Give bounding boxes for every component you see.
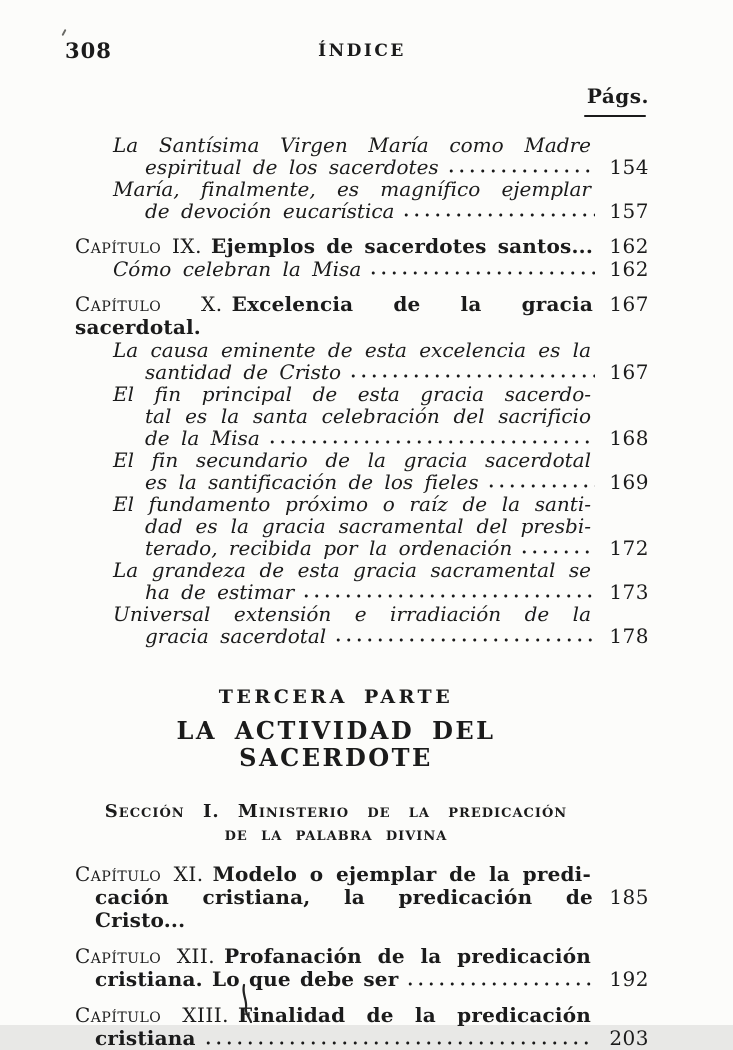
entry-text: [113, 602, 591, 626]
dot-leader: [401, 212, 595, 218]
part-title: LA ACTIVIDAD DEL SACERDOTE: [176, 716, 496, 772]
toc-subentry-line: [75, 427, 649, 449]
entry-title: espiritual de los sacerdotes: [145, 155, 439, 179]
section-heading-line1: Sección I. Ministerio de la predicación: [104, 801, 568, 822]
entry-title: cristiana. Lo que debe ser: [95, 967, 399, 991]
toc-subentry-line: [75, 361, 649, 383]
toc-chapter-continuation-line: [75, 968, 649, 991]
page-header: [65, 38, 649, 64]
toc-subentry-line: [75, 383, 649, 405]
chapters-list: [75, 863, 649, 1050]
toc-subentry-line: [75, 449, 649, 471]
chapter-label: Capítulo IX.: [75, 234, 203, 258]
scan-artifact-stroke: [240, 984, 256, 1024]
page-ref: 203: [609, 1026, 649, 1050]
section-heading: [75, 800, 597, 846]
dot-leader: [368, 270, 595, 276]
entry-title: tal es la santa celebración del sacrificio: [145, 404, 591, 428]
page-ref: 169: [609, 470, 649, 494]
page-number: 308: [65, 38, 112, 63]
entry-text: [113, 177, 591, 201]
entry-text: [75, 944, 591, 968]
entry-text: [145, 514, 591, 538]
toc-subentry-line: [75, 178, 649, 200]
chapter-title: Modelo o ejemplar de la predi-: [212, 862, 591, 886]
entry-title: Universal extensión e irradiación de la: [113, 602, 591, 626]
page-ref: 167: [609, 292, 649, 316]
toc-chapter-line: [75, 945, 649, 968]
entry-title: terado, recibida por la ordenación: [145, 536, 513, 560]
page-title: ÍNDICE: [318, 41, 406, 61]
dot-leader: [486, 483, 595, 489]
entry-title: La Santísima Virgen María como Madre: [113, 133, 591, 157]
dot-leader: [348, 373, 595, 379]
toc-subentry-line: [75, 625, 649, 647]
entry-title: La causa eminente de esta excelencia es la: [113, 338, 591, 362]
page-ref: 168: [609, 426, 649, 450]
dot-leader: [203, 1040, 595, 1046]
entry-text: [113, 133, 591, 157]
scan-speck: [61, 29, 66, 36]
toc-chapter-line: [75, 863, 649, 886]
entry-title: santidad de Cristo: [145, 360, 341, 384]
entry-text: [95, 1027, 196, 1050]
toc-subentry-line: [75, 493, 649, 515]
entry-text: [75, 293, 593, 339]
toc-subentry-line: [75, 515, 649, 537]
toc-subentry-line: [75, 339, 649, 361]
toc-subentry-line: [75, 471, 649, 493]
entry-title: El fin principal de esta gracia sacerdo-: [113, 382, 591, 406]
dot-leader: [405, 981, 595, 987]
entry-title: La grandeza de esta gracia sacramental se: [113, 558, 591, 582]
toc-subentry-line: [75, 581, 649, 603]
page-ref: 185: [609, 885, 649, 909]
entry-title: de la Misa: [145, 426, 260, 450]
entry-text: [113, 338, 591, 362]
pags-label: Págs.: [586, 84, 649, 108]
page-ref: 157: [609, 199, 649, 223]
entry-title: de devoción eucarística: [145, 199, 395, 223]
entry-title: cristiana: [95, 1026, 196, 1050]
entry-text: [145, 471, 479, 493]
pags-underline: [584, 115, 646, 117]
pags-column-header: [75, 84, 649, 117]
toc-subentry-line: [75, 200, 649, 222]
dot-leader: [333, 637, 595, 643]
chapter-title: Finalidad de la predicación: [238, 1003, 591, 1027]
entry-text: [113, 448, 591, 472]
entry-text: [113, 258, 361, 280]
entry-text: [145, 361, 341, 383]
chapter-label: Capítulo XII.: [75, 944, 216, 968]
entry-title: ha de estimar: [145, 580, 295, 604]
entry-text: [145, 581, 294, 603]
entry-text: [145, 427, 260, 449]
toc-subentry-line: [75, 134, 649, 156]
entry-text: [113, 492, 591, 516]
entry-title: dad es la gracia sacramental del presbi-: [145, 514, 591, 538]
part-kicker: TERCERA PARTE: [218, 686, 454, 708]
page-ref: 192: [609, 967, 649, 991]
entry-title: cación cristiana, la predicación de Cristo...: [95, 885, 593, 932]
entry-title: El fundamento próximo o raíz de la santi-: [113, 492, 591, 516]
entry-title: María, finalmente, es magnífico ejemplar: [113, 177, 591, 201]
chapter-title: Ejemplos de sacerdotes santos...: [211, 234, 593, 258]
entry-text: [113, 558, 591, 582]
entry-text: [75, 1003, 591, 1027]
entry-title: gracia sacerdotal: [145, 624, 327, 648]
page-ref: 162: [609, 257, 649, 281]
entry-text: [145, 625, 326, 647]
entry-title: es la santificación de los fieles: [145, 470, 479, 494]
entry-title: El fin secundario de la gracia sacerdotal: [113, 448, 591, 472]
toc-chapter-line: [75, 293, 649, 339]
entry-text: [145, 156, 439, 178]
toc-subentry-line: [75, 156, 649, 178]
toc-subentry-line: [75, 405, 649, 427]
dot-leader: [519, 549, 595, 555]
page-ref: 178: [609, 624, 649, 648]
page-ref: 154: [609, 155, 649, 179]
chapter-title: Excelencia de la gracia sacerdotal.: [75, 292, 593, 339]
entry-text: [145, 200, 394, 222]
toc-subentry-line: [75, 603, 649, 625]
entry-title: Cómo celebran la Misa: [113, 257, 362, 281]
chapter-label: Capítulo XI.: [75, 862, 204, 886]
entry-text: [145, 404, 591, 428]
toc-chapter-line: [75, 1004, 649, 1027]
chapter-title: Profanación de la predicación: [224, 944, 591, 968]
chapter-label: Capítulo XIII.: [75, 1003, 230, 1027]
dot-leader: [446, 168, 595, 174]
entry-text: [75, 862, 591, 886]
toc-chapter-line: [75, 235, 649, 258]
page-ref: 167: [609, 360, 649, 384]
page-ref: 173: [609, 580, 649, 604]
dot-leader: [301, 593, 595, 599]
toc-subentry-line: [75, 559, 649, 581]
table-of-contents: [75, 134, 649, 647]
toc-chapter-continuation-line: [75, 1027, 649, 1050]
section-heading-line2: de la palabra divina: [224, 824, 448, 845]
toc-subentry-line: [75, 258, 649, 280]
toc-chapter-continuation-line: [75, 886, 649, 932]
entry-text: [75, 235, 593, 258]
toc-subentry-line: [75, 537, 649, 559]
chapter-label: Capítulo X.: [75, 292, 223, 316]
page-ref: 162: [609, 234, 649, 258]
page-ref: 172: [609, 536, 649, 560]
dot-leader: [267, 439, 595, 445]
entry-text: [113, 382, 591, 406]
entry-text: [95, 886, 593, 932]
entry-text: [145, 537, 512, 559]
